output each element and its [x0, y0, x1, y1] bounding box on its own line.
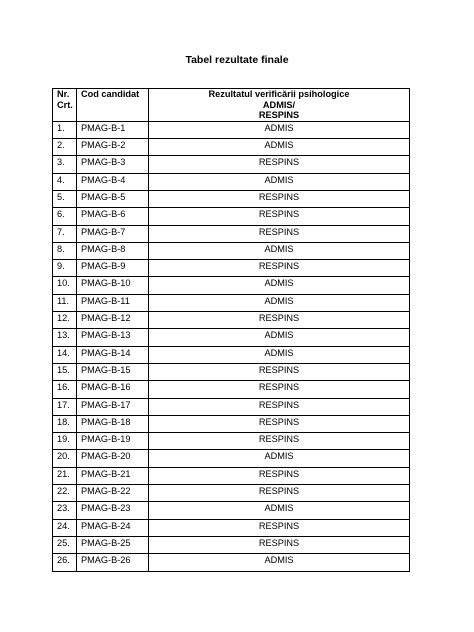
table-body	[53, 121, 410, 571]
page-title: Tabel rezultate finale	[185, 54, 289, 66]
table-row	[53, 519, 410, 536]
row-nr-cell: 13.	[53, 329, 77, 346]
row-cod-cell: PMAG-B-1	[77, 121, 149, 138]
row-nr-cell: 20.	[53, 450, 77, 467]
table-row	[53, 346, 410, 363]
row-cod-cell: PMAG-B-18	[77, 415, 149, 432]
row-nr-cell: 14.	[53, 346, 77, 363]
row-cod-cell: PMAG-B-20	[77, 450, 149, 467]
results-table	[52, 88, 410, 572]
row-rezultat-cell: RESPINS	[149, 398, 410, 415]
row-nr-cell: 24.	[53, 519, 77, 536]
row-nr-cell: 21.	[53, 467, 77, 484]
table-row	[53, 312, 410, 329]
row-rezultat-cell: ADMIS	[149, 242, 410, 259]
row-cod-cell: PMAG-B-10	[77, 277, 149, 294]
row-nr-cell: 12.	[53, 312, 77, 329]
table-row	[53, 329, 410, 346]
row-cod-cell: PMAG-B-26	[77, 554, 149, 571]
table-row	[53, 190, 410, 207]
header-nr-crt	[53, 89, 77, 122]
table-row	[53, 536, 410, 553]
table-row	[53, 485, 410, 502]
row-rezultat-cell: RESPINS	[149, 467, 410, 484]
row-nr-cell: 2.	[53, 139, 77, 156]
row-rezultat-cell: ADMIS	[149, 502, 410, 519]
row-rezultat-cell: ADMIS	[149, 346, 410, 363]
row-cod-cell: PMAG-B-22	[77, 485, 149, 502]
row-rezultat-cell: ADMIS	[149, 277, 410, 294]
row-cod-cell: PMAG-B-17	[77, 398, 149, 415]
row-rezultat-cell: ADMIS	[149, 294, 410, 311]
row-nr-cell: 11.	[53, 294, 77, 311]
row-nr-cell: 15.	[53, 363, 77, 380]
table-row	[53, 294, 410, 311]
row-cod-cell: PMAG-B-24	[77, 519, 149, 536]
header-cod-candidat: Cod candidat	[77, 89, 149, 122]
row-cod-cell: PMAG-B-6	[77, 208, 149, 225]
row-rezultat-cell: RESPINS	[149, 536, 410, 553]
row-nr-cell: 9.	[53, 260, 77, 277]
header-rezultat-line1: Rezultatul verificării psihologice	[208, 89, 350, 99]
row-nr-cell: 10.	[53, 277, 77, 294]
row-cod-cell: PMAG-B-21	[77, 467, 149, 484]
row-nr-cell: 25.	[53, 536, 77, 553]
row-nr-cell: 5.	[53, 190, 77, 207]
header-rezultat-line3: RESPINS	[258, 110, 300, 121]
row-nr-cell: 4.	[53, 173, 77, 190]
header-nr-line1: Nr.	[57, 89, 70, 99]
row-rezultat-cell: RESPINS	[149, 208, 410, 225]
row-nr-cell: 22.	[53, 485, 77, 502]
row-rezultat-cell: ADMIS	[149, 139, 410, 156]
table-row	[53, 398, 410, 415]
row-rezultat-cell: RESPINS	[149, 415, 410, 432]
row-nr-cell: 26.	[53, 554, 77, 571]
row-nr-cell: 23.	[53, 502, 77, 519]
row-nr-cell: 17.	[53, 398, 77, 415]
row-rezultat-cell: RESPINS	[149, 381, 410, 398]
row-cod-cell: PMAG-B-19	[77, 433, 149, 450]
row-cod-cell: PMAG-B-3	[77, 156, 149, 173]
row-rezultat-cell: ADMIS	[149, 329, 410, 346]
table-row	[53, 433, 410, 450]
row-nr-cell: 8.	[53, 242, 77, 259]
row-rezultat-cell: ADMIS	[149, 450, 410, 467]
table-row	[53, 502, 410, 519]
row-nr-cell: 18.	[53, 415, 77, 432]
row-cod-cell: PMAG-B-5	[77, 190, 149, 207]
row-rezultat-cell: RESPINS	[149, 156, 410, 173]
row-rezultat-cell: ADMIS	[149, 554, 410, 571]
row-cod-cell: PMAG-B-9	[77, 260, 149, 277]
row-cod-cell: PMAG-B-13	[77, 329, 149, 346]
table-row	[53, 415, 410, 432]
table-row	[53, 450, 410, 467]
row-rezultat-cell: RESPINS	[149, 190, 410, 207]
row-rezultat-cell: ADMIS	[149, 121, 410, 138]
table-row	[53, 381, 410, 398]
row-rezultat-cell: RESPINS	[149, 519, 410, 536]
row-cod-cell: PMAG-B-25	[77, 536, 149, 553]
header-rezultat-line2: ADMIS/	[262, 99, 296, 110]
row-cod-cell: PMAG-B-4	[77, 173, 149, 190]
row-nr-cell: 19.	[53, 433, 77, 450]
row-cod-cell: PMAG-B-15	[77, 363, 149, 380]
row-nr-cell: 16.	[53, 381, 77, 398]
row-nr-cell: 1.	[53, 121, 77, 138]
row-cod-cell: PMAG-B-23	[77, 502, 149, 519]
table-row	[53, 173, 410, 190]
header-nr-line2: Crt.	[57, 99, 73, 110]
row-rezultat-cell: RESPINS	[149, 485, 410, 502]
table-row	[53, 467, 410, 484]
header-rezultat	[149, 89, 410, 122]
table-row	[53, 139, 410, 156]
row-nr-cell: 3.	[53, 156, 77, 173]
row-cod-cell: PMAG-B-11	[77, 294, 149, 311]
row-cod-cell: PMAG-B-7	[77, 225, 149, 242]
row-nr-cell: 7.	[53, 225, 77, 242]
table-row	[53, 225, 410, 242]
row-cod-cell: PMAG-B-16	[77, 381, 149, 398]
table-row	[53, 554, 410, 571]
table-row	[53, 277, 410, 294]
table-header-row	[53, 89, 410, 122]
row-rezultat-cell: RESPINS	[149, 312, 410, 329]
row-rezultat-cell: RESPINS	[149, 363, 410, 380]
row-rezultat-cell: ADMIS	[149, 173, 410, 190]
row-rezultat-cell: RESPINS	[149, 225, 410, 242]
row-nr-cell: 6.	[53, 208, 77, 225]
table-row	[53, 208, 410, 225]
row-cod-cell: PMAG-B-8	[77, 242, 149, 259]
table-row	[53, 242, 410, 259]
row-cod-cell: PMAG-B-2	[77, 139, 149, 156]
row-cod-cell: PMAG-B-12	[77, 312, 149, 329]
row-rezultat-cell: RESPINS	[149, 433, 410, 450]
table-row	[53, 121, 410, 138]
row-cod-cell: PMAG-B-14	[77, 346, 149, 363]
row-rezultat-cell: RESPINS	[149, 260, 410, 277]
table-row	[53, 260, 410, 277]
table-row	[53, 156, 410, 173]
table-row	[53, 363, 410, 380]
